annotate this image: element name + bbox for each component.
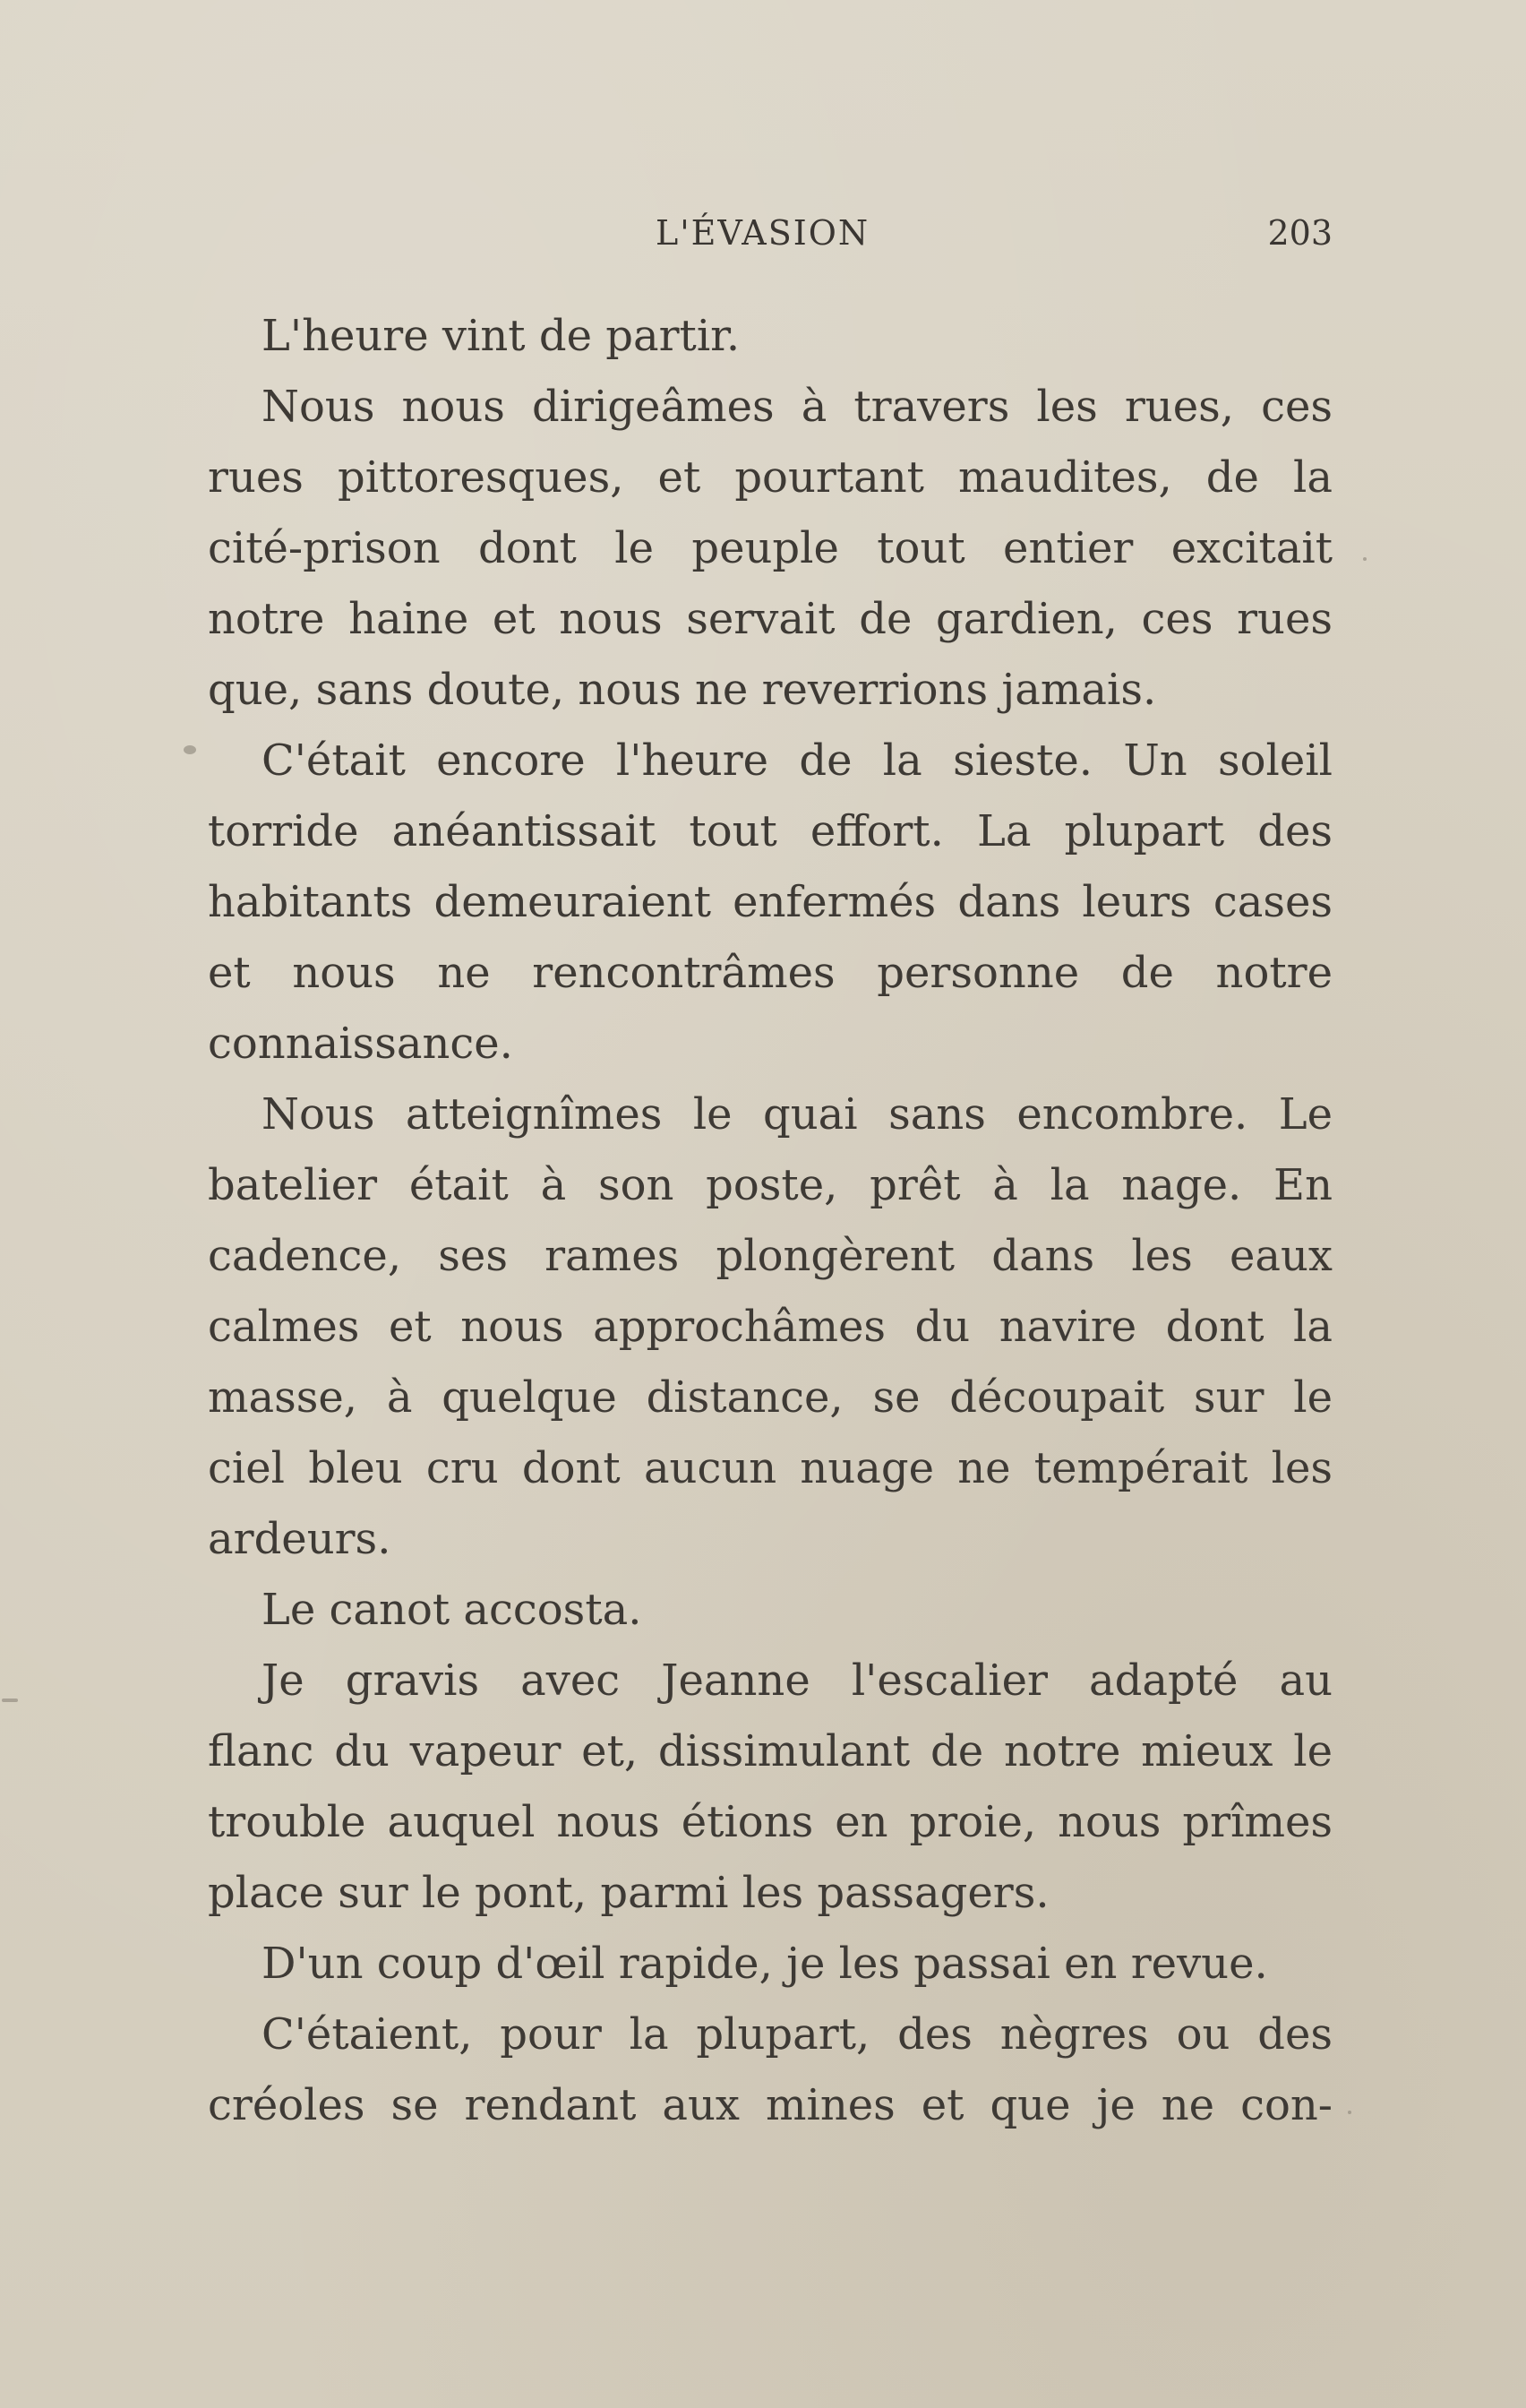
text-line: torride anéantissait tout effort. La plupart des bbox=[208, 806, 1333, 856]
text-line: masse, à quelque distance, se découpait sur le bbox=[208, 1372, 1333, 1423]
text-line: D'un coup d'œil rapide, je les passai en revue. bbox=[261, 1939, 1268, 1989]
text-line: Nous atteignîmes le quai sans encombre. Le bbox=[261, 1089, 1333, 1140]
text-line: place sur le pont, parmi les passagers. bbox=[208, 1868, 1050, 1918]
text-line: Nous nous dirigeâmes à travers les rues, ces bbox=[261, 382, 1333, 432]
paper-speck bbox=[1348, 2111, 1351, 2114]
text-line: ciel bleu cru dont aucun nuage ne tempérait les bbox=[208, 1443, 1333, 1493]
text-line: C'étaient, pour la plupart, des nègres ou des bbox=[261, 2009, 1333, 2060]
running-title: L'ÉVASION bbox=[656, 213, 870, 253]
text-line: que, sans doute, nous ne reverrions jamais. bbox=[208, 665, 1157, 715]
page-header bbox=[208, 213, 1333, 267]
text-line: cité-prison dont le peuple tout entier excitait bbox=[208, 523, 1333, 573]
paper-speck bbox=[2, 1698, 18, 1702]
text-line: Je gravis avec Jeanne l'escalier adapté au bbox=[261, 1656, 1333, 1706]
text-line: créoles se rendant aux mines et que je ne con- bbox=[208, 2080, 1333, 2130]
text-line: flanc du vapeur et, dissimulant de notre mieux le bbox=[208, 1726, 1333, 1776]
text-line: rues pittoresques, et pourtant maudites, de la bbox=[208, 452, 1333, 503]
text-line: habitants demeuraient enfermés dans leurs cases bbox=[208, 877, 1333, 927]
text-line: calmes et nous approchâmes du navire dont la bbox=[208, 1302, 1333, 1352]
text-line: cadence, ses rames plongèrent dans les eaux bbox=[208, 1231, 1333, 1281]
text-line: Le canot accosta. bbox=[261, 1585, 642, 1635]
text-line: batelier était à son poste, prêt à la nage. En bbox=[208, 1160, 1333, 1210]
text-line: L'heure vint de partir. bbox=[261, 311, 741, 361]
text-line: et nous ne rencontrâmes personne de notre bbox=[208, 948, 1333, 998]
page-number: 203 bbox=[1267, 213, 1333, 253]
text-line: C'était encore l'heure de la sieste. Un soleil bbox=[261, 735, 1333, 786]
paper-speck bbox=[184, 745, 196, 754]
body-text bbox=[208, 301, 1333, 2141]
text-line: trouble auquel nous étions en proie, nous prîmes bbox=[208, 1797, 1333, 1847]
text-line: connaissance. bbox=[208, 1019, 513, 1069]
text-line: ardeurs. bbox=[208, 1514, 391, 1564]
paper-speck bbox=[1363, 557, 1367, 561]
text-line: notre haine et nous servait de gardien, ces rues bbox=[208, 594, 1333, 644]
